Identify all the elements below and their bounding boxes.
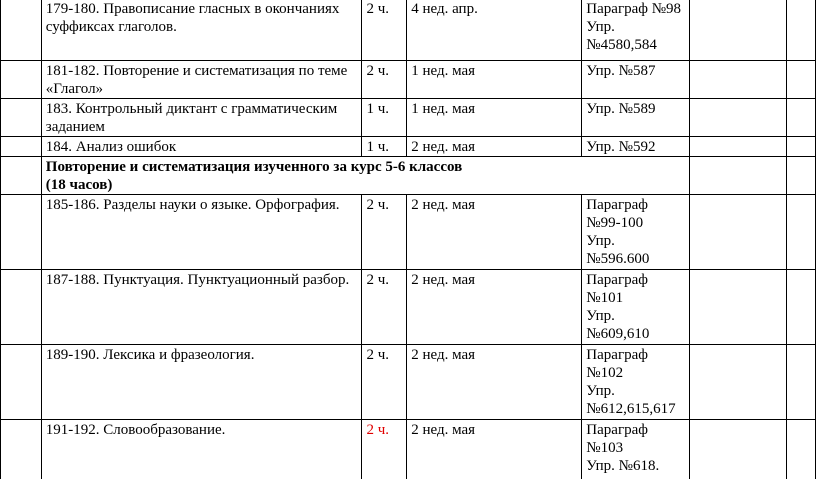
section-title: Повторение и систематизация изученного за курс 5-6 классов (18 часов) [41,157,689,195]
notes-cell [689,61,787,99]
extra-cell [787,420,816,479]
homework-line: Упр. [586,383,615,399]
extra-cell [787,157,816,195]
hours-cell: 1 ч. [362,137,407,157]
hours-cell: 2 ч. [362,270,407,345]
number-cell [1,195,42,270]
number-cell [1,99,42,137]
notes-cell [689,195,787,270]
topic-cell: 185-186. Разделы науки о языке. Орфография. [41,195,362,270]
number-cell [1,0,42,61]
table-row [1,420,816,479]
topic-cell: 191-192. Словообразование. [41,420,362,479]
hours-cell: 2 ч. [362,420,407,479]
homework-line: Параграф [586,272,648,288]
section-header-row [1,157,816,195]
notes-cell [689,345,787,420]
hours-cell: 2 ч. [362,61,407,99]
topic-cell: 183. Контрольный диктант с грамматическим заданием [41,99,362,137]
homework-line: Параграф [586,197,648,213]
hours-cell: 1 ч. [362,99,407,137]
extra-cell [787,99,816,137]
table-row [1,99,816,137]
notes-cell [689,157,787,195]
number-cell [1,345,42,420]
topic-cell: 189-190. Лексика и фразеология. [41,345,362,420]
homework-line: Параграф №98 [586,1,682,17]
homework-line: №102 [586,365,624,381]
homework-cell [582,99,690,137]
homework-line: Упр. №587 [586,63,656,79]
notes-cell [689,0,787,61]
topic-cell: 179-180. Правописание гласных в окончаниях суффиксах глаголов. [41,0,362,61]
homework-line: №612,615,617 [586,401,676,417]
homework-line: Параграф [586,422,648,438]
extra-cell [787,345,816,420]
extra-cell [787,61,816,99]
homework-line: №609,610 [586,326,650,342]
hours-cell: 2 ч. [362,195,407,270]
extra-cell [787,137,816,157]
homework-line: №4580,584 [586,37,657,53]
date-cell: 1 нед. мая [407,99,582,137]
topic-cell: 187-188. Пунктуация. Пунктуационный разбор. [41,270,362,345]
number-cell [1,270,42,345]
homework-line: Упр. [586,233,615,249]
homework-cell [582,345,690,420]
table-row [1,137,816,157]
number-cell [1,420,42,479]
homework-cell [582,61,690,99]
homework-line: Упр. №618. [586,458,660,474]
table-row [1,270,816,345]
number-cell [1,61,42,99]
homework-line: №103 [586,440,624,456]
table-row [1,195,816,270]
homework-line: №99-100 [586,215,644,231]
homework-cell [582,0,690,61]
homework-line: №101 [586,290,624,306]
table-row [1,61,816,99]
topic-cell: 181-182. Повторение и систематизация по теме «Глагол» [41,61,362,99]
homework-line: Упр. [586,308,615,324]
notes-cell [689,420,787,479]
homework-line: Упр. №589 [586,101,656,117]
date-cell: 2 нед. мая [407,195,582,270]
date-cell: 2 нед. мая [407,137,582,157]
table-row [1,345,816,420]
table-row [1,0,816,61]
hours-cell: 2 ч. [362,345,407,420]
date-cell: 1 нед. мая [407,61,582,99]
notes-cell [689,270,787,345]
extra-cell [787,270,816,345]
date-cell: 2 нед. мая [407,345,582,420]
homework-line: №596.600 [586,251,650,267]
date-cell: 2 нед. мая [407,270,582,345]
extra-cell [787,0,816,61]
notes-cell [689,99,787,137]
homework-cell [582,137,690,157]
homework-cell [582,195,690,270]
date-cell: 2 нед. мая [407,420,582,479]
number-cell [1,157,42,195]
homework-cell [582,420,690,479]
date-cell: 4 нед. апр. [407,0,582,61]
homework-line: Упр. №592 [586,139,656,155]
homework-cell [582,270,690,345]
notes-cell [689,137,787,157]
topic-cell: 184. Анализ ошибок [41,137,362,157]
hours-cell: 2 ч. [362,0,407,61]
homework-line: Параграф [586,347,648,363]
homework-line: Упр. [586,19,615,35]
extra-cell [787,195,816,270]
number-cell [1,137,42,157]
